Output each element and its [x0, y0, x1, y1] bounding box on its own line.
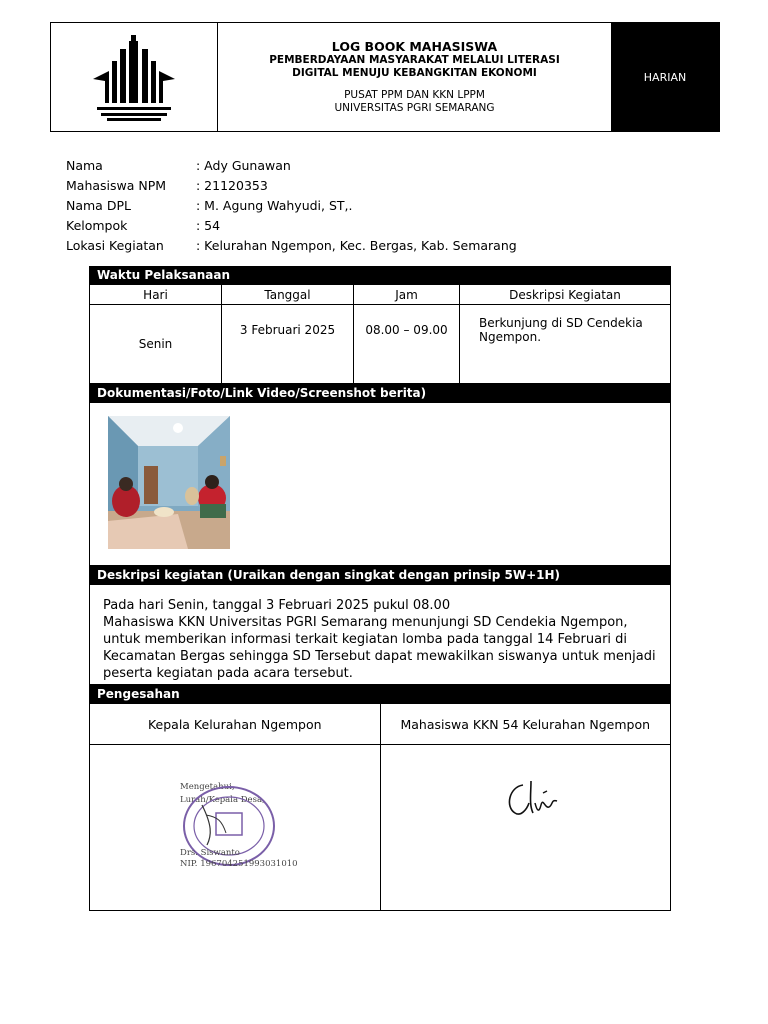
stamp-lurah: Lurah/Kepala Desa,	[180, 795, 265, 805]
identity-row	[66, 155, 517, 175]
description-line: Mahasiswa KKN Universitas PGRI Semarang menunjungi SD Cendekia Ngempon,	[103, 615, 628, 630]
section-bar-description: Deskripsi kegiatan (Uraikan dengan singkat dengan prinsip 5W+1H)	[90, 566, 670, 585]
period-badge: HARIAN	[611, 23, 719, 131]
column-header-hari: Hari	[90, 285, 222, 305]
identity-label: Lokasi Kegiatan	[66, 237, 164, 253]
logbook-title: LOG BOOK MAHASISWA	[331, 39, 498, 54]
column-header-jam: Jam	[354, 285, 460, 305]
activity-photo	[108, 416, 230, 549]
identity-label: Nama DPL	[66, 197, 131, 213]
student-signature-box	[381, 745, 671, 910]
table-row	[90, 305, 670, 384]
cell-deskripsi: Berkunjung di SD Cendekia Ngempon.	[460, 305, 671, 384]
column-header-deskripsi: Deskripsi Kegiatan	[460, 285, 671, 305]
approval-header	[90, 704, 670, 745]
description-line: Kecamatan Bergas sehingga SD Tersebut dapat mewakilkan siswanya untuk menjadi	[103, 649, 656, 664]
classroom-photo-icon	[108, 416, 230, 549]
column-header-tanggal: Tanggal	[222, 285, 354, 305]
section-bar-documentation: Dokumentasi/Foto/Link Video/Screenshot berita)	[90, 384, 670, 403]
stamp-signer-name: Drs. Siswanto	[180, 848, 240, 858]
pgri-tower-logo-icon	[91, 31, 177, 123]
identity-label: Nama	[66, 157, 103, 173]
right-signer-title: Mahasiswa KKN 54 Kelurahan Ngempon	[400, 716, 651, 732]
documentation-area	[90, 403, 670, 566]
identity-value: : M. Agung Wahyudi, ST,.	[196, 197, 353, 213]
description-line: untuk memberikan informasi terkait kegiatan lomba pada tanggal 14 Februari di	[103, 632, 628, 647]
org-line-2: UNIVERSITAS PGRI SEMARANG	[334, 102, 495, 114]
identity-value: : Kelurahan Ngempon, Kec. Bergas, Kab. Semarang	[196, 237, 517, 253]
stamp-mengetahui: Mengetahui,	[180, 782, 235, 792]
university-logo	[51, 23, 218, 131]
student-identity	[66, 155, 517, 255]
description-line: Pada hari Senin, tanggal 3 Februari 2025 pukul 08.00	[103, 598, 451, 613]
cell-jam: 08.00 – 09.00	[354, 305, 460, 384]
activity-description	[90, 585, 670, 685]
identity-label: Kelompok	[66, 217, 128, 233]
identity-row	[66, 215, 517, 235]
handwritten-signature-icon	[501, 773, 561, 823]
cell-hari: Senin	[90, 305, 222, 384]
cell-tanggal: 3 Februari 2025	[222, 305, 354, 384]
identity-value: : 54	[196, 217, 221, 233]
identity-label: Mahasiswa NPM	[66, 177, 167, 193]
section-bar-approval: Pengesahan	[90, 685, 670, 704]
identity-row	[66, 235, 517, 255]
identity-row	[66, 175, 517, 195]
header-titles	[218, 23, 611, 131]
identity-row	[66, 195, 517, 215]
org-line-1: PUSAT PPM DAN KKN LPPM	[344, 89, 485, 101]
approval-signatures	[90, 745, 670, 910]
section-bar-schedule: Waktu Pelaksanaan	[90, 266, 670, 285]
description-line: peserta kegiatan pada acara tersebut.	[103, 666, 353, 681]
logbook-form	[89, 266, 671, 911]
schedule-table	[90, 285, 670, 384]
identity-value: : Ady Gunawan	[196, 157, 291, 173]
program-subtitle-1: PEMBERDAYAAN MASYARAKAT MELALUI LITERASI	[269, 54, 560, 66]
stamp-signer-nip: NIP. 196704251993031010	[180, 859, 298, 869]
left-signer-title: Kepala Kelurahan Ngempon	[90, 704, 381, 744]
logbook-header	[50, 22, 720, 132]
program-subtitle-2: DIGITAL MENUJU KEBANGKITAN EKONOMI	[292, 67, 537, 79]
village-head-signature-box	[90, 745, 381, 910]
identity-value: : 21120353	[196, 177, 268, 193]
